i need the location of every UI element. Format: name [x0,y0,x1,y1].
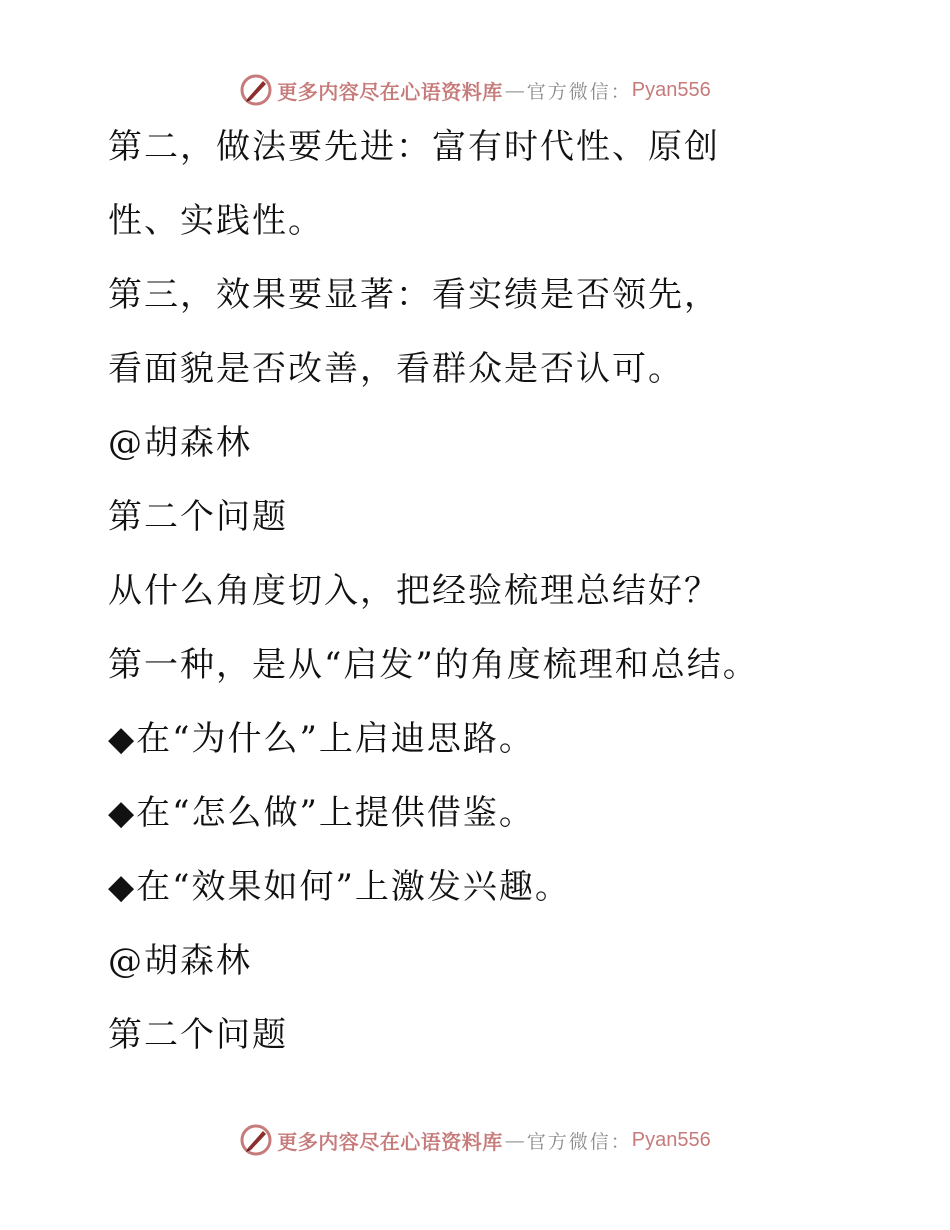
author-tag: @胡森林 [108,941,252,981]
footer-watermark [0,1120,950,1160]
watermark-wechat-id: Pyan556 [631,1128,711,1151]
watermark-wechat-label: 官方微信： [526,1130,632,1153]
watermark-dash: — [504,78,525,102]
watermark-text: 更多内容尽在心语资料库 [277,1129,503,1154]
quill-logo-icon [239,1123,273,1157]
watermark-wechat-label: 官方微信： [526,80,632,103]
text-line: 第二，做法要先进：富有时代性、原创 [108,127,720,167]
watermark-wechat-id: Pyan556 [631,78,711,101]
text-line: 看面貌是否改善，看群众是否认可。 [108,349,684,389]
author-tag: @胡森林 [108,423,252,463]
document-body [108,120,908,1082]
text-line: 第三，效果要显著：看实绩是否领先， [108,275,720,315]
header-watermark [0,70,950,110]
bullet-item: ◆在“效果如何”上激发兴趣。 [108,867,571,907]
text-line: 从什么角度切入，把经验梳理总结好？ [108,571,720,611]
section-heading: 第二个问题 [108,1015,288,1055]
watermark-text: 更多内容尽在心语资料库 [277,79,503,104]
watermark-dash: — [504,1128,525,1152]
text-line: 第一种，是从“启发”的角度梳理和总结。 [108,645,759,685]
bullet-item: ◆在“为什么”上启迪思路。 [108,719,535,759]
quill-logo-icon [239,73,273,107]
section-heading: 第二个问题 [108,497,288,537]
bullet-item: ◆在“怎么做”上提供借鉴。 [108,793,535,833]
text-line: 性、实践性。 [108,201,324,241]
